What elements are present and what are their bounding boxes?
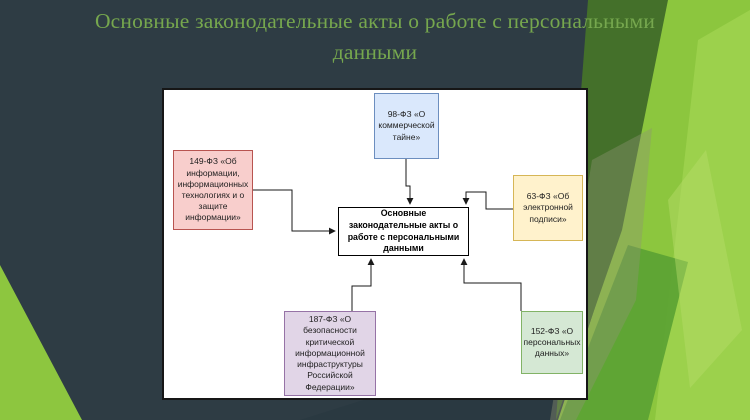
node-label: 187-ФЗ «О безопасности критической информационной инфраструктуры Российской Федерации»	[295, 314, 365, 392]
node-label: 152-ФЗ «О персональных данных»	[523, 325, 581, 359]
connector-law-187-to-central	[352, 259, 371, 311]
connector-law-152-to-central	[464, 259, 521, 311]
diagram-panel	[162, 88, 588, 400]
node-central	[338, 207, 469, 256]
node-law-149	[173, 150, 253, 230]
node-label: Основные законодательные акты о работе с персональными данными	[347, 207, 460, 254]
connector-law-98-to-central	[406, 159, 410, 204]
node-law-152	[521, 311, 583, 374]
node-law-63	[513, 175, 583, 241]
slide-title: Основные законодательные акты о работе с персональными данными	[94, 9, 656, 64]
connector-law-63-to-central	[466, 192, 513, 209]
node-label: 149-ФЗ «Об информации, информационных технологиях и о защите информации»	[177, 156, 249, 223]
node-label: 63-ФЗ «Об электронной подписи»	[523, 191, 573, 224]
node-law-187	[284, 311, 376, 396]
node-law-98	[374, 93, 439, 159]
connector-law-149-to-central	[253, 190, 335, 231]
node-label: 98-ФЗ «О коммерческой тайне»	[378, 109, 435, 142]
